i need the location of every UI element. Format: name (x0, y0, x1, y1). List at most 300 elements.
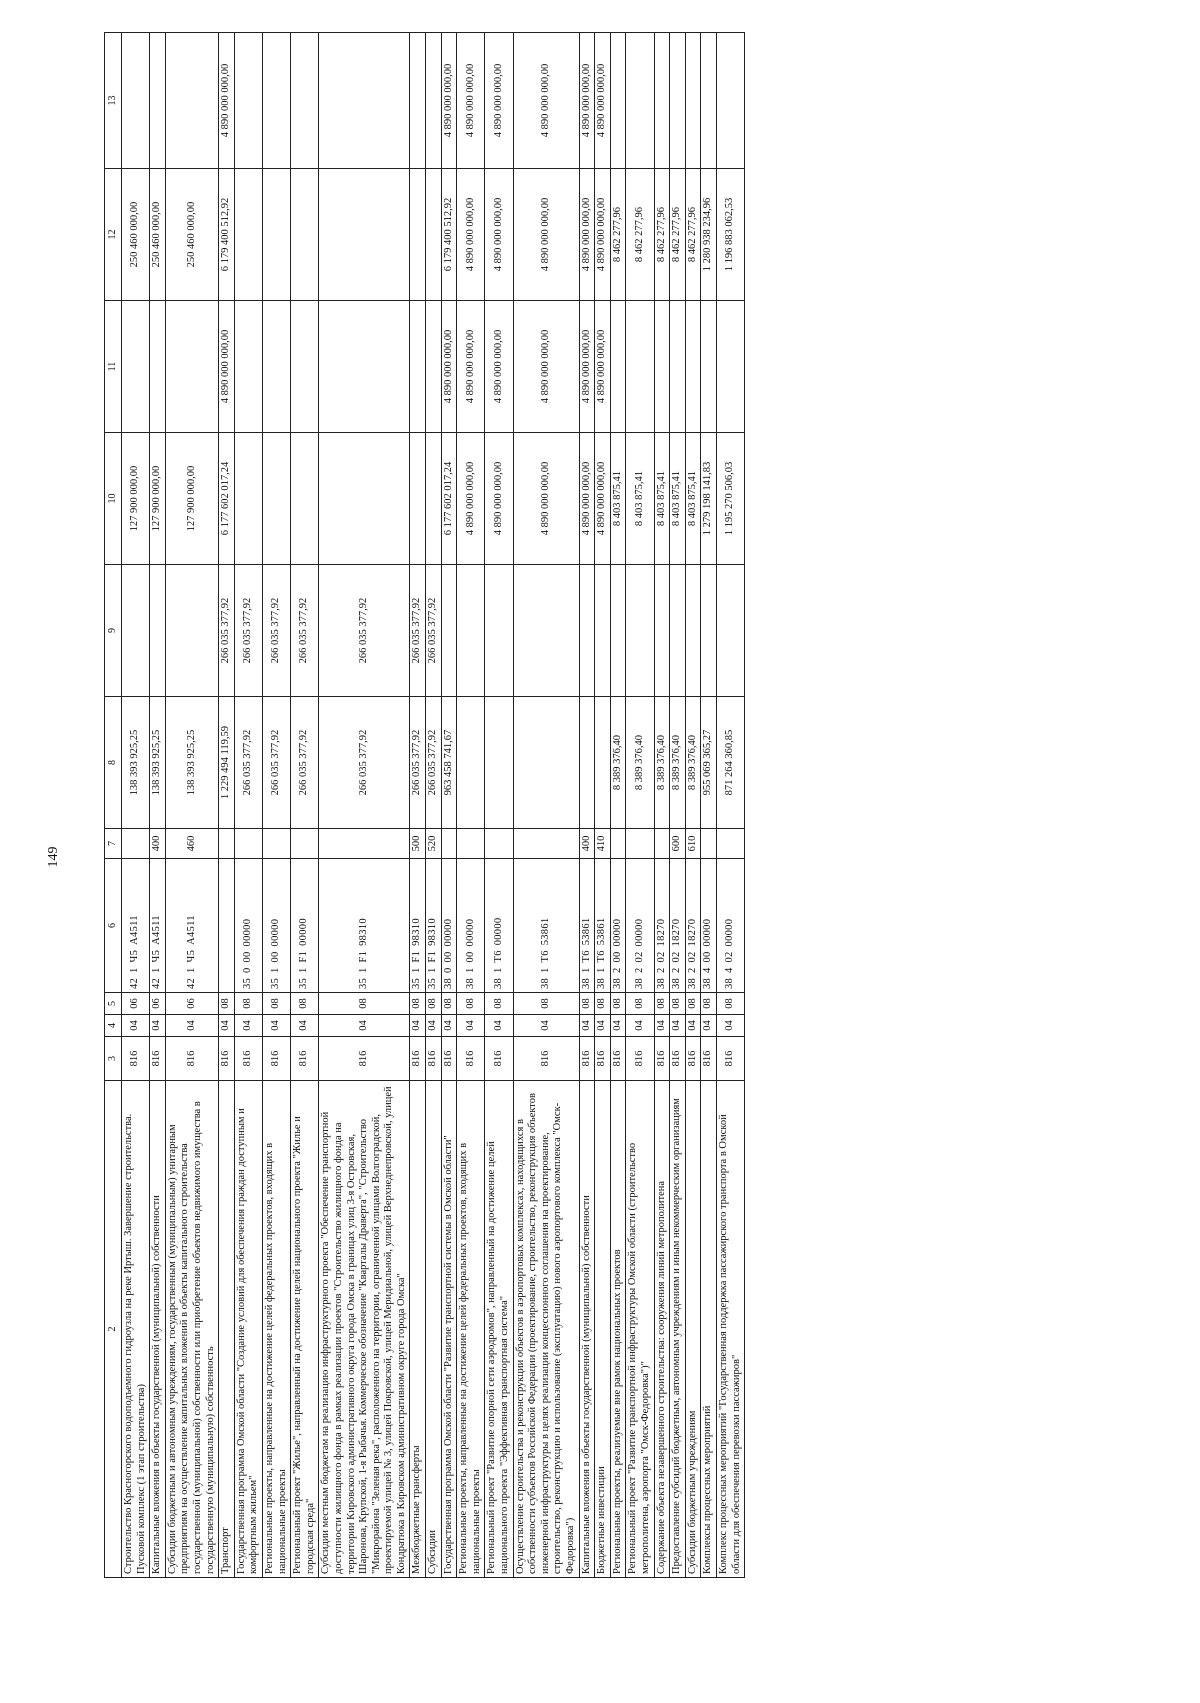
row-name: Региональные проекты, реализуемые вне рамок национальных проектов (610, 1081, 626, 1578)
amount-col-11: 4 890 000 000,00 (219, 301, 235, 433)
amount-col-11: 4 890 000 000,00 (441, 301, 457, 433)
target-article-code: 38 1 Т6 53861 (595, 859, 611, 993)
amount-col-11 (701, 301, 717, 433)
expense-type-code (610, 829, 626, 859)
chapter-code: 816 (670, 1037, 686, 1081)
amount-col-11 (410, 301, 426, 433)
table-row (610, 33, 626, 1578)
amount-col-9 (457, 565, 485, 697)
section-code: 04 (262, 1015, 290, 1037)
subsection-code: 08 (485, 993, 513, 1015)
section-code: 04 (513, 1015, 579, 1037)
amount-col-10 (262, 433, 290, 565)
row-name: Содержание объекта незавершенного строительства: сооружения линий метрополитена (654, 1081, 670, 1578)
amount-col-9 (595, 565, 611, 697)
amount-col-10 (291, 433, 319, 565)
amount-col-13: 4 890 000 000,00 (579, 33, 595, 169)
amount-col-13 (234, 33, 262, 169)
amount-col-13 (626, 33, 654, 169)
row-name: Осуществление строительства и реконструкции объектов в аэропортовых комплексах, находящихся в собственности субъектов Российской Федерации (проектирование, строительство, реконструкция объектов инженерной инфраструктуры в целях реализации концессионного соглашения на проектирование, строительство, реконструкцию и использование (эксплуатацию) нового аэропортового комплекса "Омск-Федоровка") (513, 1081, 579, 1578)
target-article-code: 38 2 02 00000 (626, 859, 654, 993)
row-name: Субсидии (426, 1081, 442, 1578)
amount-col-12: 6 179 400 512,92 (219, 169, 235, 301)
table-row (485, 33, 513, 1578)
chapter-code: 816 (626, 1037, 654, 1081)
chapter-code: 816 (426, 1037, 442, 1081)
row-name: Государственная программа Омской области "Создание условий для обеспечения граждан доступным и комфортным жильем" (234, 1081, 262, 1578)
subsection-code: 08 (626, 993, 654, 1015)
subsection-code: 08 (670, 993, 686, 1015)
section-code: 04 (234, 1015, 262, 1037)
amount-col-13 (319, 33, 410, 169)
table-row (150, 33, 166, 1578)
expense-type-code (654, 829, 670, 859)
amount-col-11: 4 890 000 000,00 (595, 301, 611, 433)
chapter-code: 816 (165, 1037, 218, 1081)
subsection-code: 08 (685, 993, 701, 1015)
chapter-code: 816 (513, 1037, 579, 1081)
column-header-12: 12 (105, 169, 122, 301)
column-header-10: 10 (105, 433, 122, 565)
expense-type-code (122, 829, 150, 859)
amount-col-12 (291, 169, 319, 301)
row-name: Государственная программа Омской области "Развитие транспортной системы в Омской области" (441, 1081, 457, 1578)
subsection-code: 08 (426, 993, 442, 1015)
column-header-13: 13 (105, 33, 122, 169)
row-name: Субсидии бюджетным учреждениям (685, 1081, 701, 1578)
amount-col-8 (595, 697, 611, 829)
expense-type-code (319, 829, 410, 859)
section-code: 04 (610, 1015, 626, 1037)
amount-col-13 (426, 33, 442, 169)
section-code: 04 (441, 1015, 457, 1037)
amount-col-8: 8 389 376,40 (626, 697, 654, 829)
amount-col-8: 955 069 365,27 (701, 697, 717, 829)
chapter-code: 816 (595, 1037, 611, 1081)
subsection-code: 08 (410, 993, 426, 1015)
amount-col-12: 4 890 000 000,00 (485, 169, 513, 301)
target-article-code: 35 1 F1 98310 (319, 859, 410, 993)
amount-col-9 (685, 565, 701, 697)
row-name: Региональный проект "Развитие опорной сети аэродромов", направленный на достижение целей национального проекта "Эффективная транспортная система" (485, 1081, 513, 1578)
amount-col-9: 266 035 377,92 (319, 565, 410, 697)
target-article-code: 35 0 00 00000 (234, 859, 262, 993)
amount-col-12: 8 462 277,96 (654, 169, 670, 301)
amount-col-12: 8 462 277,96 (670, 169, 686, 301)
row-name: Бюджетные инвестиции (595, 1081, 611, 1578)
amount-col-8: 138 393 925,25 (122, 697, 150, 829)
chapter-code: 816 (485, 1037, 513, 1081)
amount-col-8: 871 264 360,85 (716, 697, 744, 829)
target-article-code: 35 1 F1 98310 (410, 859, 426, 993)
amount-col-11: 4 890 000 000,00 (579, 301, 595, 433)
subsection-code: 08 (654, 993, 670, 1015)
amount-col-11 (234, 301, 262, 433)
amount-col-11 (150, 301, 166, 433)
target-article-code: 38 2 00 00000 (610, 859, 626, 993)
amount-col-9 (654, 565, 670, 697)
chapter-code: 816 (685, 1037, 701, 1081)
expense-type-code (441, 829, 457, 859)
amount-col-12: 4 890 000 000,00 (513, 169, 579, 301)
column-number-header-row (105, 33, 122, 1578)
amount-col-11: 4 890 000 000,00 (457, 301, 485, 433)
amount-col-10: 6 177 602 017,24 (219, 433, 235, 565)
expense-type-code (262, 829, 290, 859)
column-header-9: 9 (105, 565, 122, 697)
amount-col-12: 6 179 400 512,92 (441, 169, 457, 301)
section-code: 04 (165, 1015, 218, 1037)
amount-col-13 (150, 33, 166, 169)
expense-type-code: 400 (150, 829, 166, 859)
section-code: 04 (716, 1015, 744, 1037)
expense-type-code (513, 829, 579, 859)
amount-col-8: 266 035 377,92 (426, 697, 442, 829)
amount-col-8: 138 393 925,25 (150, 697, 166, 829)
amount-col-10: 6 177 602 017,24 (441, 433, 457, 565)
amount-col-13 (670, 33, 686, 169)
table-row (319, 33, 410, 1578)
amount-col-8 (579, 697, 595, 829)
amount-col-13 (291, 33, 319, 169)
section-code: 04 (654, 1015, 670, 1037)
budget-table (104, 32, 745, 1578)
chapter-code: 816 (457, 1037, 485, 1081)
chapter-code: 816 (122, 1037, 150, 1081)
table-row (685, 33, 701, 1578)
table-row (595, 33, 611, 1578)
target-article-code: 38 4 00 00000 (701, 859, 717, 993)
target-article-code: 42 1 Ч5 А4511 (150, 859, 166, 993)
amount-col-8 (513, 697, 579, 829)
column-header-5: 5 (105, 993, 122, 1015)
amount-col-12: 250 460 000,00 (122, 169, 150, 301)
amount-col-9 (610, 565, 626, 697)
amount-col-9 (670, 565, 686, 697)
amount-col-11 (165, 301, 218, 433)
table-row (122, 33, 150, 1578)
amount-col-9 (485, 565, 513, 697)
row-name: Строительство Красногорского водоподъемного гидроузла на реке Иртыш. Завершение строительства. Пусковой комплекс (1 этап строительства) (122, 1081, 150, 1578)
column-header-8: 8 (105, 697, 122, 829)
table-row (426, 33, 442, 1578)
subsection-code: 06 (122, 993, 150, 1015)
table-row (716, 33, 744, 1578)
amount-col-12: 8 462 277,96 (685, 169, 701, 301)
subsection-code: 08 (610, 993, 626, 1015)
expense-type-code (234, 829, 262, 859)
amount-col-9 (579, 565, 595, 697)
amount-col-11 (291, 301, 319, 433)
row-name: Субсидии местным бюджетам на реализацию инфраструктурного проекта "Обеспечение транспортной доступности жилищного фонда в рамках реализации проектов "Строительство жилищного фонда на территории Кировского административного округа города Омска в границах улиц 3-я Островская, Шаронова, Крупской, 1-я Рыбачья. Коммерческое обозначение "Кварталы Драверта", "Строительство "Микрорайона "Зеленая река", расположенного на территории, ограниченной улицами Волгоградской, проектируемой улицей № 3, улицей Покровской, улицей Меридиальной, улицей Верхнеднепровской, улицей Кондратюка в Кировском административном округе города Омска" (319, 1081, 410, 1578)
target-article-code (219, 859, 235, 993)
amount-col-11 (610, 301, 626, 433)
column-header-3: 3 (105, 1037, 122, 1081)
row-name: Региональный проект "Жилье", направленный на достижение целей национального проекта "Жилье и городская среда" (291, 1081, 319, 1578)
target-article-code: 42 1 Ч5 А4511 (165, 859, 218, 993)
amount-col-9 (513, 565, 579, 697)
amount-col-13 (610, 33, 626, 169)
amount-col-8: 963 458 741,67 (441, 697, 457, 829)
target-article-code: 38 2 02 18270 (670, 859, 686, 993)
column-header-2: 2 (105, 1081, 122, 1578)
subsection-code: 08 (716, 993, 744, 1015)
section-code: 04 (485, 1015, 513, 1037)
amount-col-10: 4 890 000 000,00 (513, 433, 579, 565)
amount-col-8: 266 035 377,92 (234, 697, 262, 829)
amount-col-11: 4 890 000 000,00 (485, 301, 513, 433)
section-code: 04 (670, 1015, 686, 1037)
table-row (701, 33, 717, 1578)
table-row (410, 33, 426, 1578)
target-article-code: 35 1 00 00000 (262, 859, 290, 993)
amount-col-8: 8 389 376,40 (670, 697, 686, 829)
expense-type-code: 400 (579, 829, 595, 859)
section-code: 04 (319, 1015, 410, 1037)
table-row (441, 33, 457, 1578)
amount-col-8: 266 035 377,92 (410, 697, 426, 829)
section-code: 04 (291, 1015, 319, 1037)
target-article-code: 38 2 02 18270 (685, 859, 701, 993)
amount-col-12 (319, 169, 410, 301)
amount-col-9 (441, 565, 457, 697)
chapter-code: 816 (610, 1037, 626, 1081)
expense-type-code: 600 (670, 829, 686, 859)
amount-col-13: 4 890 000 000,00 (513, 33, 579, 169)
row-name: Предоставление субсидий бюджетным, автономным учреждениям и иным некоммерческим организациям (670, 1081, 686, 1578)
section-code: 04 (410, 1015, 426, 1037)
amount-col-8: 1 229 494 119,59 (219, 697, 235, 829)
amount-col-11 (319, 301, 410, 433)
amount-col-8: 8 389 376,40 (685, 697, 701, 829)
subsection-code: 08 (234, 993, 262, 1015)
amount-col-12 (426, 169, 442, 301)
amount-col-10 (410, 433, 426, 565)
chapter-code: 816 (654, 1037, 670, 1081)
amount-col-13: 4 890 000 000,00 (485, 33, 513, 169)
row-name: Региональные проекты, направленные на достижение целей федеральных проектов, входящих в национальные проекты (262, 1081, 290, 1578)
target-article-code: 35 1 F1 98310 (426, 859, 442, 993)
amount-col-13 (410, 33, 426, 169)
amount-col-13 (654, 33, 670, 169)
column-header-7: 7 (105, 829, 122, 859)
amount-col-12: 4 890 000 000,00 (579, 169, 595, 301)
chapter-code: 816 (291, 1037, 319, 1081)
amount-col-10: 8 403 875,41 (610, 433, 626, 565)
table-row (291, 33, 319, 1578)
row-name: Региональный проект "Развитие транспортной инфраструктуры Омской области (строительство метрополитена, аэропорта "Омск-Федоровка")" (626, 1081, 654, 1578)
expense-type-code (485, 829, 513, 859)
expense-type-code: 520 (426, 829, 442, 859)
amount-col-11 (426, 301, 442, 433)
amount-col-9: 266 035 377,92 (262, 565, 290, 697)
table-body (122, 33, 745, 1578)
column-header-4: 4 (105, 1015, 122, 1037)
amount-col-10: 4 890 000 000,00 (457, 433, 485, 565)
expense-type-code (626, 829, 654, 859)
amount-col-12 (262, 169, 290, 301)
amount-col-10: 127 900 000,00 (122, 433, 150, 565)
table-row (579, 33, 595, 1578)
section-code: 04 (701, 1015, 717, 1037)
expense-type-code (716, 829, 744, 859)
row-name: Региональные проекты, направленные на достижение целей федеральных проектов, входящих в национальные проекты (457, 1081, 485, 1578)
subsection-code: 08 (319, 993, 410, 1015)
amount-col-8: 266 035 377,92 (291, 697, 319, 829)
amount-col-12: 1 280 938 234,96 (701, 169, 717, 301)
amount-col-8 (485, 697, 513, 829)
subsection-code: 08 (513, 993, 579, 1015)
target-article-code: 38 4 02 00000 (716, 859, 744, 993)
amount-col-9 (701, 565, 717, 697)
amount-col-11 (122, 301, 150, 433)
subsection-code: 06 (150, 993, 166, 1015)
expense-type-code (457, 829, 485, 859)
amount-col-13 (685, 33, 701, 169)
chapter-code: 816 (150, 1037, 166, 1081)
target-article-code: 38 1 Т6 53861 (513, 859, 579, 993)
amount-col-11: 4 890 000 000,00 (513, 301, 579, 433)
subsection-code: 08 (457, 993, 485, 1015)
amount-col-9: 266 035 377,92 (291, 565, 319, 697)
chapter-code: 816 (701, 1037, 717, 1081)
section-code: 04 (685, 1015, 701, 1037)
amount-col-10: 4 890 000 000,00 (579, 433, 595, 565)
amount-col-8: 266 035 377,92 (262, 697, 290, 829)
amount-col-10 (319, 433, 410, 565)
section-code: 04 (595, 1015, 611, 1037)
section-code: 04 (122, 1015, 150, 1037)
amount-col-13: 4 890 000 000,00 (457, 33, 485, 169)
table-row (262, 33, 290, 1578)
amount-col-12: 8 462 277,96 (626, 169, 654, 301)
expense-type-code: 610 (685, 829, 701, 859)
table-row (165, 33, 218, 1578)
target-article-code: 38 1 00 00000 (457, 859, 485, 993)
amount-col-9: 266 035 377,92 (234, 565, 262, 697)
amount-col-10: 127 900 000,00 (150, 433, 166, 565)
chapter-code: 816 (716, 1037, 744, 1081)
target-article-code: 38 2 02 18270 (654, 859, 670, 993)
amount-col-13 (165, 33, 218, 169)
chapter-code: 816 (319, 1037, 410, 1081)
amount-col-8: 8 389 376,40 (654, 697, 670, 829)
amount-col-8 (457, 697, 485, 829)
expense-type-code (701, 829, 717, 859)
target-article-code: 38 1 Т6 53861 (579, 859, 595, 993)
amount-col-10: 4 890 000 000,00 (595, 433, 611, 565)
expense-type-code (219, 829, 235, 859)
expense-type-code: 410 (595, 829, 611, 859)
subsection-code: 08 (219, 993, 235, 1015)
chapter-code: 816 (441, 1037, 457, 1081)
section-code: 04 (219, 1015, 235, 1037)
target-article-code: 38 0 00 00000 (441, 859, 457, 993)
amount-col-10: 8 403 875,41 (685, 433, 701, 565)
subsection-code: 08 (701, 993, 717, 1015)
expense-type-code: 460 (165, 829, 218, 859)
chapter-code: 816 (262, 1037, 290, 1081)
column-header-6: 6 (105, 859, 122, 993)
column-header-11: 11 (105, 301, 122, 433)
amount-col-10: 1 279 198 141,83 (701, 433, 717, 565)
amount-col-9 (716, 565, 744, 697)
chapter-code: 816 (234, 1037, 262, 1081)
table-row (457, 33, 485, 1578)
amount-col-8: 8 389 376,40 (610, 697, 626, 829)
amount-col-13 (701, 33, 717, 169)
amount-col-9: 266 035 377,92 (410, 565, 426, 697)
section-code: 04 (579, 1015, 595, 1037)
amount-col-10: 8 403 875,41 (626, 433, 654, 565)
subsection-code: 08 (441, 993, 457, 1015)
amount-col-10 (426, 433, 442, 565)
target-article-code: 42 1 Ч5 А4511 (122, 859, 150, 993)
table-row (219, 33, 235, 1578)
table-row (626, 33, 654, 1578)
amount-col-13 (262, 33, 290, 169)
amount-col-12: 4 890 000 000,00 (595, 169, 611, 301)
amount-col-9 (122, 565, 150, 697)
amount-col-11 (685, 301, 701, 433)
rotated-budget-table-sheet (104, 33, 1114, 1578)
amount-col-11 (670, 301, 686, 433)
amount-col-13 (122, 33, 150, 169)
chapter-code: 816 (579, 1037, 595, 1081)
section-code: 04 (426, 1015, 442, 1037)
amount-col-10: 4 890 000 000,00 (485, 433, 513, 565)
amount-col-12: 8 462 277,96 (610, 169, 626, 301)
section-code: 04 (457, 1015, 485, 1037)
expense-type-code: 500 (410, 829, 426, 859)
table-row (670, 33, 686, 1578)
table-row (513, 33, 579, 1578)
amount-col-10: 8 403 875,41 (670, 433, 686, 565)
section-code: 04 (150, 1015, 166, 1037)
expense-type-code (291, 829, 319, 859)
target-article-code: 35 1 F1 00000 (291, 859, 319, 993)
amount-col-11 (626, 301, 654, 433)
subsection-code: 08 (291, 993, 319, 1015)
row-name: Субсидии бюджетным и автономным учреждениям, государственным (муниципальным) унитарным предприятиям на осуществление капитальных вложений в объекты капитального строительства государственной (муниципальной) собственности или приобретение объектов недвижимого имущества в государственную (муниципальную) собственность (165, 1081, 218, 1578)
amount-col-9: 266 035 377,92 (219, 565, 235, 697)
amount-col-11 (262, 301, 290, 433)
subsection-code: 08 (595, 993, 611, 1015)
amount-col-13 (716, 33, 744, 169)
amount-col-8: 266 035 377,92 (319, 697, 410, 829)
amount-col-10 (234, 433, 262, 565)
amount-col-12 (410, 169, 426, 301)
amount-col-13: 4 890 000 000,00 (595, 33, 611, 169)
chapter-code: 816 (410, 1037, 426, 1081)
row-name: Комплексы процессных мероприятий (701, 1081, 717, 1578)
amount-col-9 (165, 565, 218, 697)
amount-col-12: 4 890 000 000,00 (457, 169, 485, 301)
amount-col-10: 8 403 875,41 (654, 433, 670, 565)
amount-col-9: 266 035 377,92 (426, 565, 442, 697)
subsection-code: 08 (579, 993, 595, 1015)
amount-col-13: 4 890 000 000,00 (219, 33, 235, 169)
row-name: Капитальные вложения в объекты государственной (муниципальной) собственности (150, 1081, 166, 1578)
amount-col-12 (234, 169, 262, 301)
amount-col-12: 250 460 000,00 (165, 169, 218, 301)
table-row (654, 33, 670, 1578)
amount-col-9 (626, 565, 654, 697)
subsection-code: 08 (262, 993, 290, 1015)
table-row (234, 33, 262, 1578)
chapter-code: 816 (219, 1037, 235, 1081)
amount-col-13: 4 890 000 000,00 (441, 33, 457, 169)
